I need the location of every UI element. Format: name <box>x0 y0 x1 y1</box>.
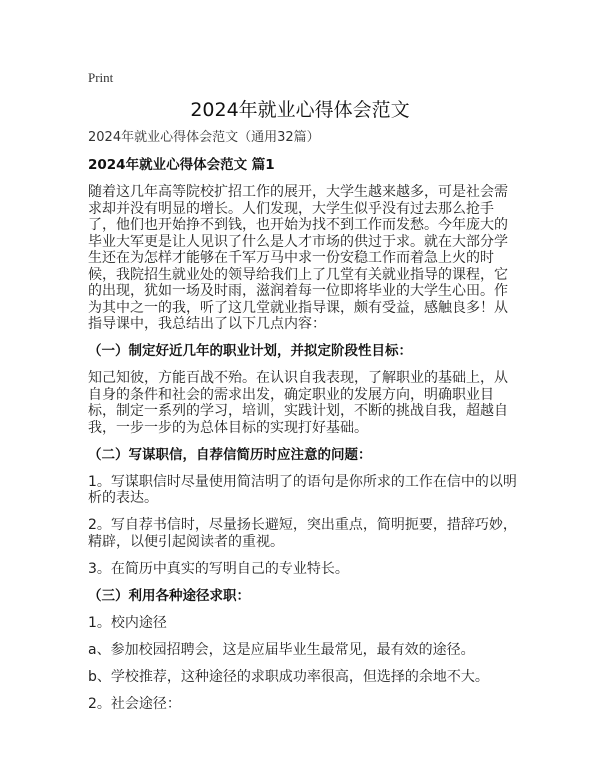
list-item: 3。在简历中真实的写明自己的专业特长。 <box>88 560 349 577</box>
print-link[interactable]: Print <box>88 70 114 85</box>
list-item: 1。校内途径 <box>88 614 167 631</box>
page-title: 2024年就业心得体会范文 <box>190 99 410 121</box>
heading-2: （二）写谋职信，自荐信简历时应注意的问题： <box>88 446 372 463</box>
heading-3: （三）利用各种途径求职： <box>88 587 250 604</box>
list-item: 2。社会途径： <box>88 695 181 712</box>
paragraph-1: 知己知彼，方能百战不殆。在认识自我表现，了解职业的基础上，从自身的条件和社会的需求出发，确定职业的发展方向，明确职业目标，制定一系列的学习，培训，实践计划，不断的挑战自我，超越自我，一步一步的为总体目标的实现打好基础。 <box>88 370 508 436</box>
list-item: a、参加校园招聘会，这是应届毕业生最常见，最有效的途径。 <box>88 641 475 658</box>
section-title: 2024年就业心得体会范文 篇1 <box>88 157 275 173</box>
document-body <box>88 70 520 723</box>
intro-paragraph: 随着这几年高等院校扩招工作的展开，大学生越来越多，可是社会需求却并没有明显的增长。人们发现，大学生似乎没有过去那么抢手了，他们也开始挣不到钱，也开始为找不到工作而发愁。今年庞大的毕业大军更是让人见识了什么是人才市场的供过于求。就在大部分学生还在为怎样才能够在千军万马中求一份安稳工作而着急上火的时候，我院招生就业处的领导给我们上了几堂有关就业指导的课程，它的出现，犹如一场及时雨，滋润着每一位即将毕业的大学生心田。作为其中之一的我，听了这几堂就业指导课，颇有受益，感触良多！从指导课中，我总结出了以下几点内容： <box>88 184 508 332</box>
list-item: b、学校推荐，这种途径的求职成功率很高，但选择的余地不大。 <box>88 668 489 685</box>
subtitle: 2024年就业心得体会范文（通用32篇） <box>88 130 320 145</box>
list-item: 2。写自荐书信时，尽量扬长避短，突出重点，简明扼要，措辞巧妙，精辟，以便引起阅读者的重视。 <box>88 517 517 550</box>
list-item: 1。写谋职信时尽量使用简洁明了的语句是你所求的工作在信中的以明析的表达。 <box>88 473 517 506</box>
heading-1: （一）制定好近几年的职业计划，并拟定阶段性目标： <box>88 343 412 359</box>
